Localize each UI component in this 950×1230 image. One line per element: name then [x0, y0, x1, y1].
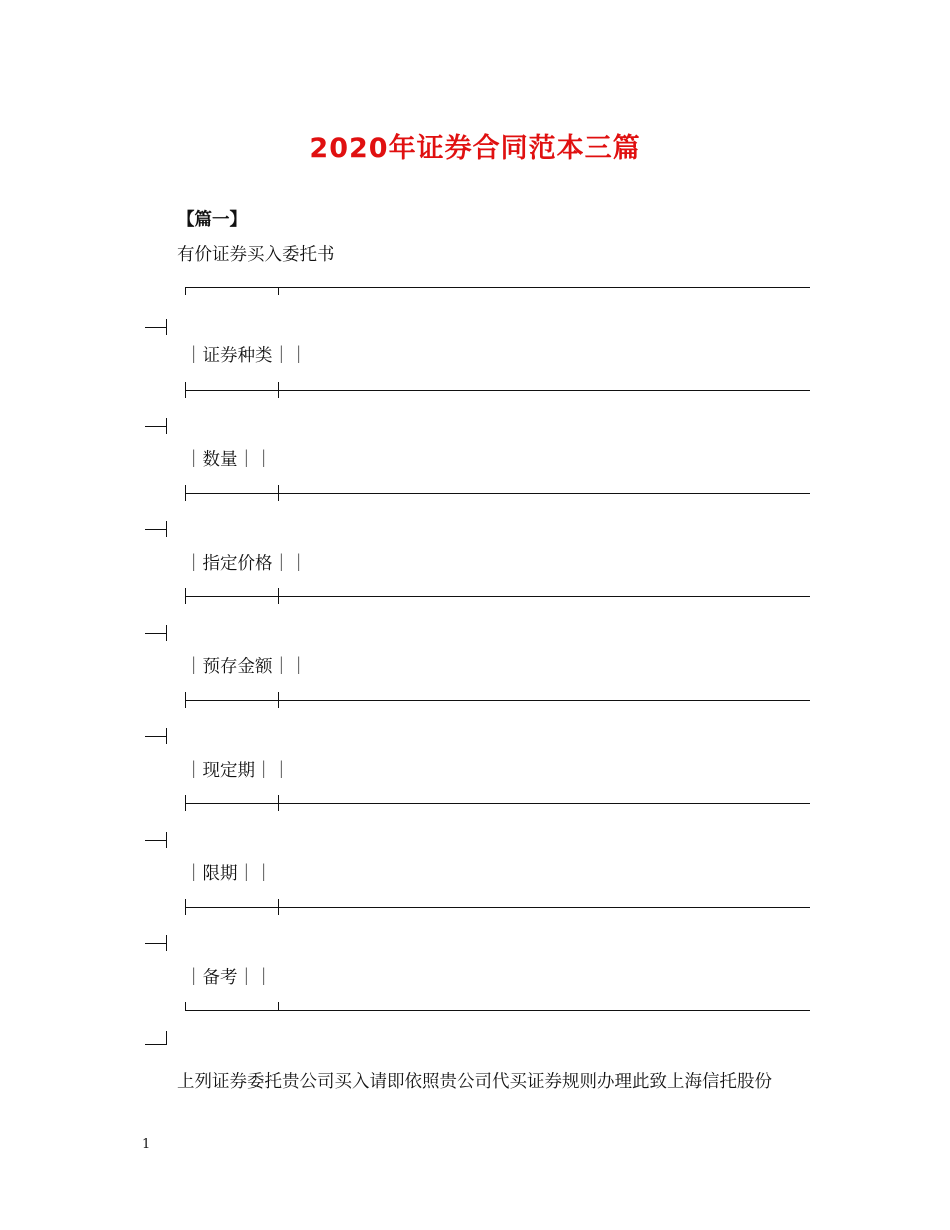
row-divider-left-tick — [185, 382, 186, 398]
row-divider-mid-tick — [278, 588, 279, 604]
document-title: 2020年证券合同范本三篇 — [309, 133, 641, 164]
row-divider-mid-tick — [278, 795, 279, 811]
table-bottom-right-corner — [145, 1031, 167, 1047]
form-title: 有价证券买入委托书 — [177, 245, 335, 265]
row-divider-right-stub — [145, 935, 167, 951]
table-column-divider — [278, 287, 279, 295]
row-divider-left-tick — [185, 692, 186, 708]
row-divider-right-stub — [145, 625, 167, 641]
page-number: 1 — [142, 1137, 151, 1152]
table-bottom-mid-tick — [278, 1002, 279, 1011]
row-divider-right-stub — [145, 832, 167, 848]
row-label-security-type: ｜证券种类｜｜ — [185, 346, 308, 366]
row-label-deposit: ｜预存金额｜｜ — [185, 657, 308, 677]
table-right-corner — [145, 319, 167, 335]
row-divider-left-tick — [185, 899, 186, 915]
row-divider-left-tick — [185, 485, 186, 501]
row-label-quantity: ｜数量｜｜ — [185, 450, 273, 470]
row-label-deadline: ｜限期｜｜ — [185, 864, 273, 884]
row-divider-mid-tick — [278, 382, 279, 398]
row-divider-left-tick — [185, 795, 186, 811]
row-divider-left-tick — [185, 588, 186, 604]
row-divider-right-stub — [145, 418, 167, 434]
section-label: 【篇一】 — [177, 210, 247, 230]
row-label-price: ｜指定价格｜｜ — [185, 554, 308, 574]
row-divider-right-stub — [145, 521, 167, 537]
row-divider-mid-tick — [278, 485, 279, 501]
row-label-remarks: ｜备考｜｜ — [185, 968, 273, 988]
table-corner-left — [185, 287, 186, 295]
row-divider-right-stub — [145, 728, 167, 744]
row-divider-mid-tick — [278, 692, 279, 708]
row-label-fixed-term: ｜现定期｜｜ — [185, 761, 290, 781]
table-bottom-left-corner — [185, 1002, 186, 1011]
row-divider-mid-tick — [278, 899, 279, 915]
closing-paragraph: 上列证券委托贵公司买入请即依照贵公司代买证券规则办理此致上海信托股份 — [177, 1072, 772, 1092]
